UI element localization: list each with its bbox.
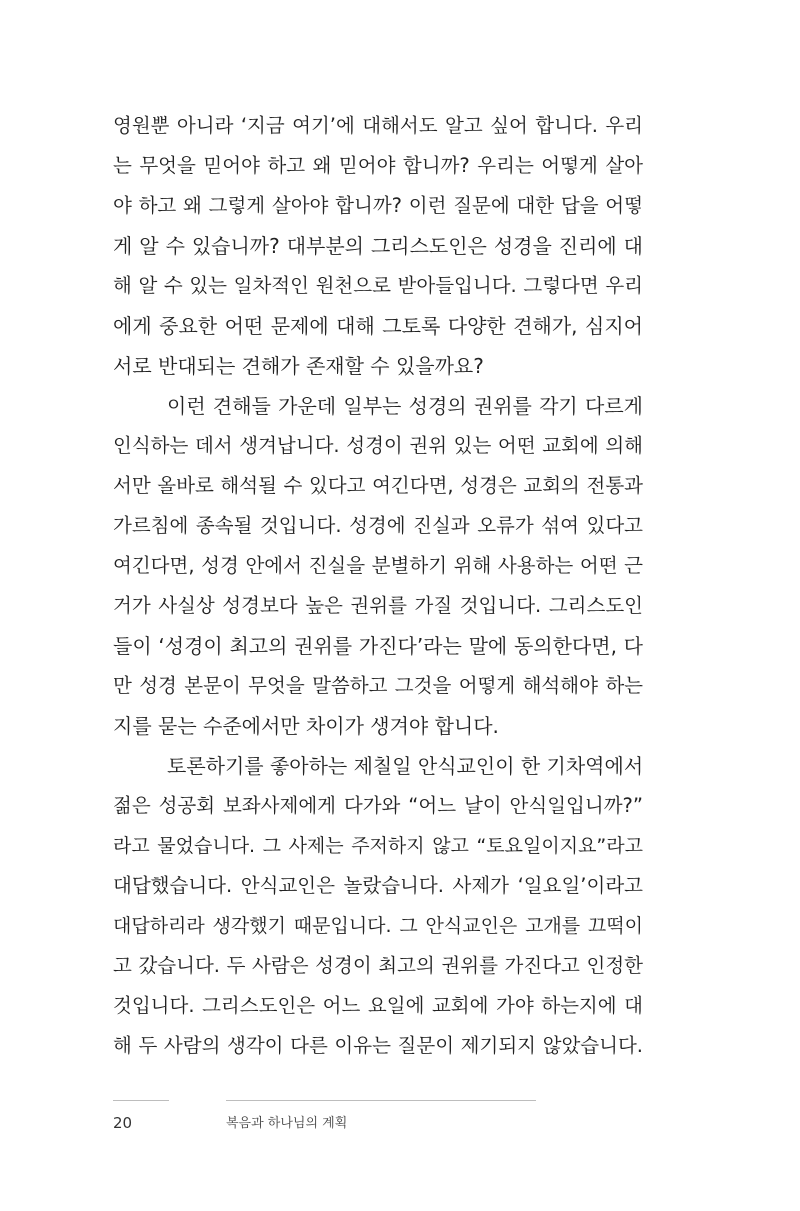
body-text-line: 젊은 성공회 보좌사제에게 다가와 “어느 날이 안식일입니까?” [113, 794, 643, 817]
page-number: 20 [113, 1114, 133, 1132]
body-text-line: 이런 견해들 가운데 일부는 성경의 권위를 각기 다르게 [167, 394, 643, 418]
body-text-line: 만 성경 본문이 무엇을 말씀하고 그것을 어떻게 해석해야 하는 [113, 674, 643, 697]
body-text-line: 토론하기를 좋아하는 제칠일 안식교인이 한 기차역에서 [167, 754, 643, 778]
body-text-line: 서만 올바로 해석될 수 있다고 여긴다면, 성경은 교회의 전통과 [113, 474, 643, 497]
body-text-line: 에게 중요한 어떤 문제에 대해 그토록 다양한 견해가, 심지어 [113, 314, 643, 338]
body-text-line: 대답했습니다. 안식교인은 놀랐습니다. 사제가 ‘일요일’이라고 [113, 874, 643, 897]
body-text-line: 라고 물었습니다. 그 사제는 주저하지 않고 “토요일이지요”라고 [113, 835, 643, 857]
body-text-line: 게 알 수 있습니까? 대부분의 그리스도인은 성경을 진리에 대 [113, 234, 643, 258]
body-text-line: 영원뿐 아니라 ‘지금 여기’에 대해서도 알고 싶어 합니다. 우리 [113, 114, 643, 137]
body-text-line: 야 하고 왜 그렇게 살아야 합니까? 이런 질문에 대한 답을 어떻 [113, 194, 643, 217]
body-text-line: 지를 묻는 수준에서만 차이가 생겨야 합니다. [113, 714, 499, 738]
body-text-line: 인식하는 데서 생겨납니다. 성경이 권위 있는 어떤 교회에 의해 [113, 434, 643, 457]
running-title: 복음과 하나님의 계획 [226, 1116, 348, 1131]
body-text-line: 는 무엇을 믿어야 하고 왜 믿어야 합니까? 우리는 어떻게 살아 [113, 154, 643, 177]
footer-rule-short [113, 1100, 169, 1101]
footer-rule-long [226, 1100, 536, 1101]
body-text-line: 것입니다. 그리스도인은 어느 요일에 교회에 가야 하는지에 대 [113, 994, 643, 1017]
body-text-line: 해 알 수 있는 일차적인 원천으로 받아들입니다. 그렇다면 우리 [113, 274, 643, 297]
body-text-line: 들이 ‘성경이 최고의 권위를 가진다’라는 말에 동의한다면, 다 [113, 634, 643, 658]
body-text-line: 서로 반대되는 견해가 존재할 수 있을까요? [113, 354, 484, 378]
body-text-line: 거가 사실상 성경보다 높은 권위를 가질 것입니다. 그리스도인 [113, 594, 643, 617]
body-text-line: 대답하리라 생각했기 때문입니다. 그 안식교인은 고개를 끄떡이 [113, 915, 643, 937]
body-text-line: 여긴다면, 성경 안에서 진실을 분별하기 위해 사용하는 어떤 근 [113, 554, 643, 577]
body-text-line: 가르침에 종속될 것입니다. 성경에 진실과 오류가 섞여 있다고 [113, 514, 643, 537]
body-text-line: 고 갔습니다. 두 사람은 성경이 최고의 권위를 가진다고 인정한 [113, 954, 643, 977]
body-text-line: 해 두 사람의 생각이 다른 이유는 질문이 제기되지 않았습니다. [113, 1034, 643, 1057]
